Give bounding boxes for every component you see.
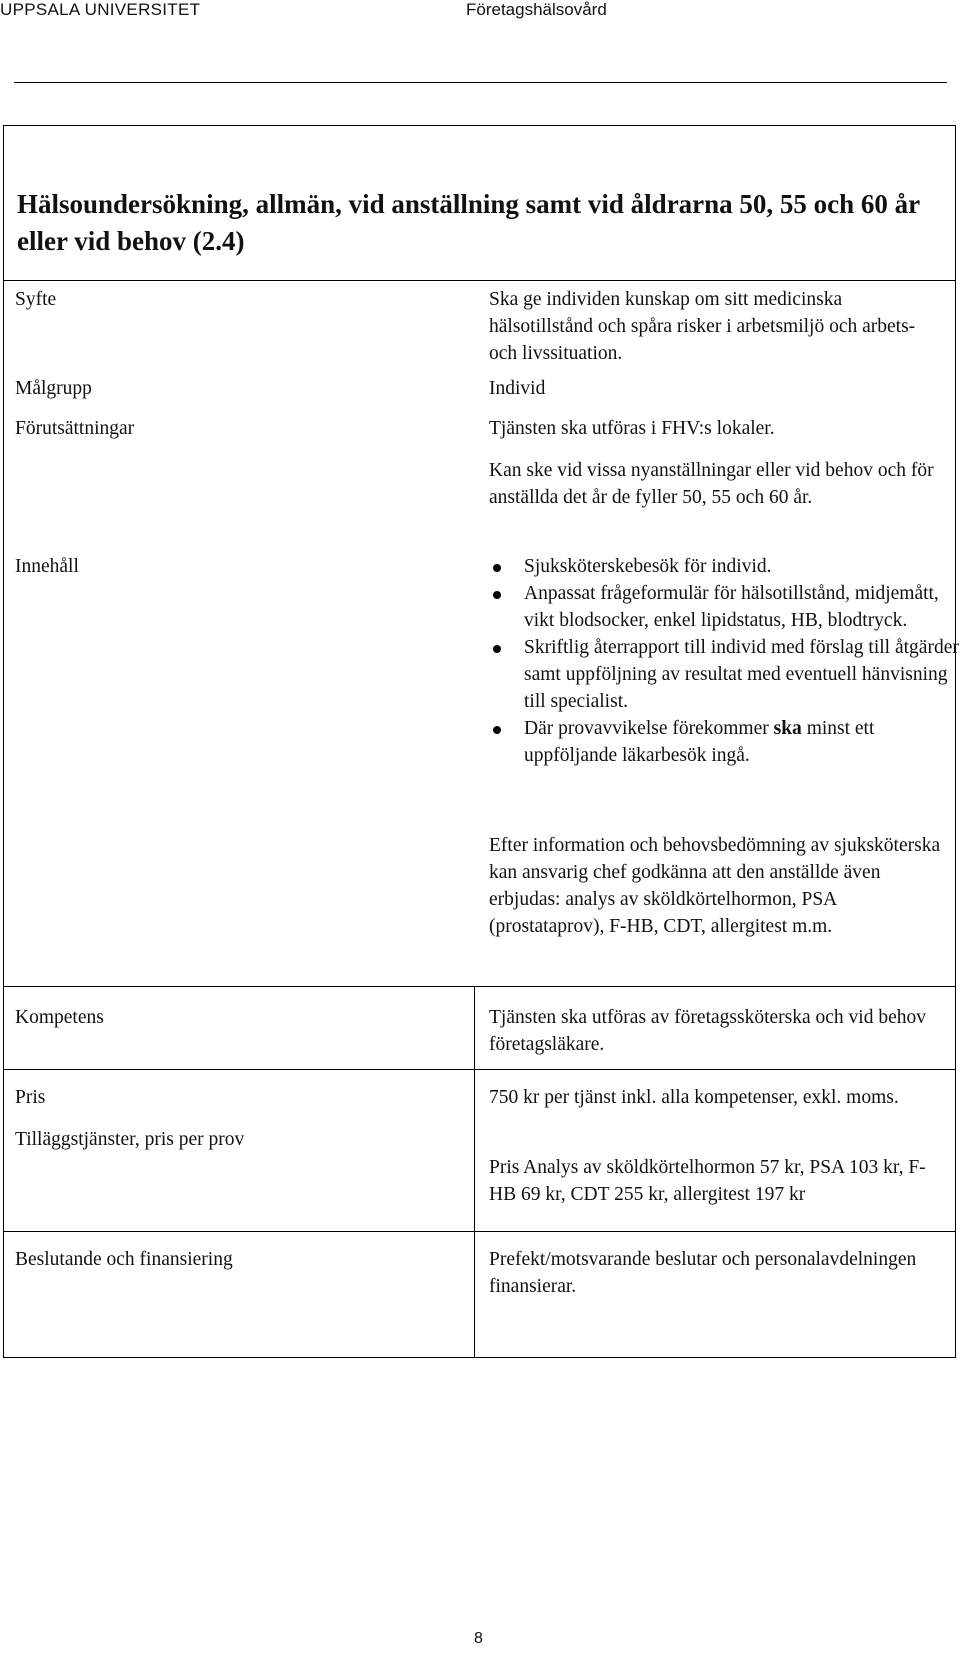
syfte-value: Ska ge individen kunskap om sitt medicinska hälsotillstånd och spåra risker i arbetsmiljö och arbets- och livssituation. <box>489 289 916 364</box>
org-name: UPPSALA UNIVERSITET <box>0 0 201 19</box>
pris-label: Pris <box>15 1087 46 1108</box>
bullet-icon <box>493 591 501 599</box>
header-rule <box>14 82 947 83</box>
table-divider <box>4 1069 955 1070</box>
malgrupp-label: Målgrupp <box>15 378 92 399</box>
beslut-label: Beslutande och finansiering <box>15 1249 233 1270</box>
bullet-icon <box>493 645 501 653</box>
innehall-label: Innehåll <box>15 556 79 577</box>
list-item: Sjuksköterskebesök för individ. <box>489 553 959 580</box>
table-divider <box>4 986 955 987</box>
table-divider <box>4 1231 955 1232</box>
forutsattningar-value-1: Tjänsten ska utföras i FHV:s lokaler. <box>489 418 775 439</box>
kompetens-value: Tjänsten ska utföras av företagssköterska och vid behov företagsläkare. <box>489 1007 926 1055</box>
innehall-list <box>489 553 959 769</box>
table-divider <box>4 280 955 281</box>
emphasis-text: ska <box>773 718 802 739</box>
service-table <box>3 125 959 1358</box>
list-item: Där provavvikelse förekommer ska minst ett uppföljande läkarbesök ingå. <box>489 715 959 769</box>
list-item: Anpassat frågeformulär för hälsotillstånd, midjemått, vikt blodsocker, enkel lipidstatus, HB, blodtryck. <box>489 580 959 634</box>
tillagg-value: Pris Analys av sköldkörtelhormon 57 kr, PSA 103 kr, F-HB 69 kr, CDT 255 kr, allergitest 197 kr <box>489 1157 926 1205</box>
beslut-value: Prefekt/motsvarande beslutar och personalavdelningen finansierar. <box>489 1249 917 1297</box>
kompetens-label: Kompetens <box>15 1007 104 1028</box>
bullet-icon <box>493 564 501 572</box>
forutsattningar-value-2: Kan ske vid vissa nyanställningar eller vid behov och för anställda det år de fyller 50, 55 och 60 år. <box>489 460 934 508</box>
forutsattningar-label: Förutsättningar <box>15 418 135 439</box>
page-header <box>0 0 960 40</box>
page-number: 8 <box>474 1630 483 1647</box>
syfte-label: Syfte <box>15 289 57 310</box>
pris-value: 750 kr per tjänst inkl. alla kompetenser, exkl. moms. <box>489 1087 899 1108</box>
malgrupp-value: Individ <box>489 378 546 399</box>
bullet-icon <box>493 726 501 734</box>
column-divider <box>474 986 475 1358</box>
service-title: Hälsoundersökning, allmän, vid anställning samt vid åldrarna 50, 55 och 60 år eller vid behov (2.4) <box>17 189 920 256</box>
tillagg-label: Tilläggstjänster, pris per prov <box>15 1129 245 1150</box>
department-name: Företagshälsovård <box>466 0 607 19</box>
list-item: Skriftlig återrapport till individ med förslag till åtgärder samt uppföljning av resultat med eventuell hänvisning till specialist. <box>489 634 959 715</box>
innehall-extra: Efter information och behovsbedömning av sjuksköterska kan ansvarig chef godkänna att den anställde även erbjudas: analys av sköldkörtelhormon, PSA (prostataprov), F-HB, CDT, allergitest m.m. <box>489 835 941 937</box>
